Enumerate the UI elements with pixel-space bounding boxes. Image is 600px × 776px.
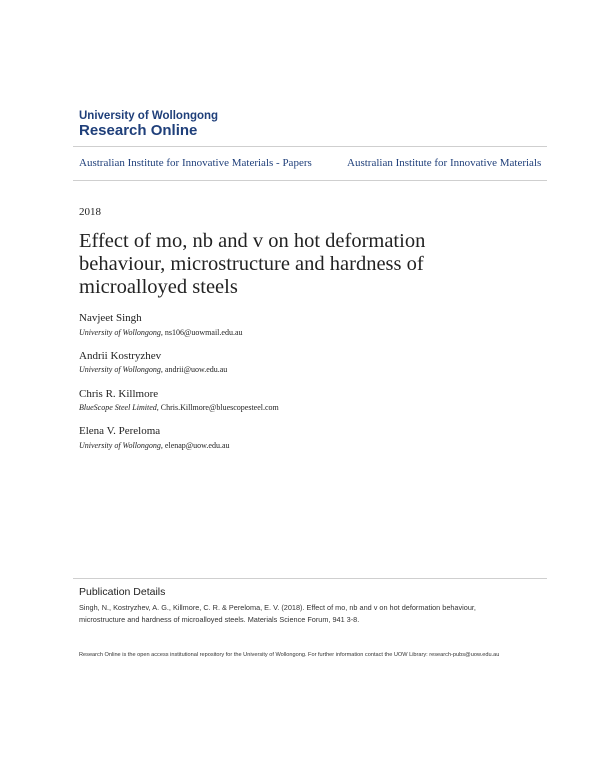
- publication-year: 2018: [79, 206, 101, 218]
- author-affiliation: University of Wollongong, elenap@uow.edu.au: [79, 441, 230, 450]
- papers-link[interactable]: Australian Institute for Innovative Materials - Papers: [79, 157, 312, 169]
- paper-title: Effect of mo, nb and v on hot deformation behaviour, microstructure and hardness of microalloyed steels: [79, 230, 426, 298]
- author-affiliation: University of Wollongong, andrii@uow.edu.au: [79, 365, 228, 374]
- university-name: University of Wollongong: [79, 110, 219, 122]
- author-affiliation: University of Wollongong, ns106@uowmail.edu.au: [79, 328, 243, 337]
- publication-divider: [73, 578, 547, 579]
- author-name: Navjeet Singh: [79, 312, 142, 324]
- research-online-title[interactable]: Research Online: [79, 122, 198, 139]
- author-name: Elena V. Pereloma: [79, 425, 161, 437]
- top-divider: [73, 146, 547, 147]
- publication-details-heading: Publication Details: [79, 586, 166, 598]
- author-name: Chris R. Killmore: [79, 388, 159, 400]
- links-divider: [73, 180, 547, 181]
- author-affiliation: BlueScope Steel Limited, Chris.Killmore@bluescopesteel.com: [79, 403, 279, 412]
- citation-text: Singh, N., Kostryzhev, A. G., Killmore, C. R. & Pereloma, E. V. (2018). Effect of mo, nb and v on hot deformation behaviour, microstructure and hardness of microalloyed steels. Materials Science Forum, 941 3-8.: [79, 603, 476, 624]
- institute-link[interactable]: Australian Institute for Innovative Materials: [347, 157, 542, 169]
- footer-note: Research Online is the open access institutional repository for the University of Wollongong. For further information contact the UOW Library: research-pubs@uow.edu.au: [79, 652, 500, 658]
- author-name: Andrii Kostryzhev: [79, 350, 162, 362]
